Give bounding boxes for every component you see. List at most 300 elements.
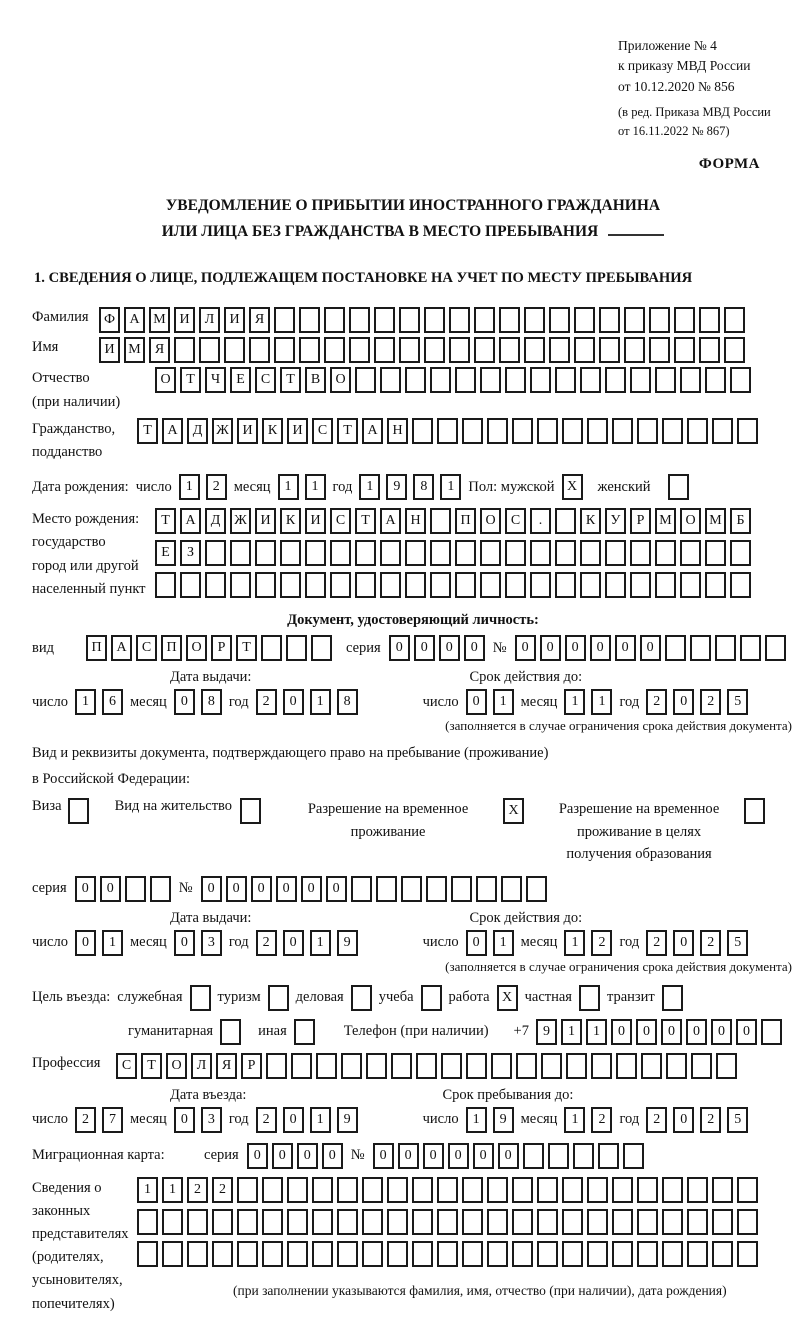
char-cell[interactable]: 0 bbox=[736, 1019, 757, 1045]
char-cell[interactable] bbox=[555, 367, 576, 393]
char-cell[interactable] bbox=[666, 1053, 687, 1079]
char-cell[interactable]: С bbox=[116, 1053, 137, 1079]
char-cell[interactable]: 2 bbox=[256, 1107, 277, 1133]
char-cell[interactable] bbox=[491, 1053, 512, 1079]
char-cell[interactable]: 1 bbox=[310, 930, 331, 956]
char-cell[interactable] bbox=[125, 876, 146, 902]
char-cell[interactable] bbox=[562, 1209, 583, 1235]
char-cell[interactable] bbox=[630, 540, 651, 566]
char-cell[interactable]: 9 bbox=[536, 1019, 557, 1045]
char-cell[interactable] bbox=[330, 572, 351, 598]
char-cell[interactable] bbox=[162, 1209, 183, 1235]
char-cell[interactable] bbox=[605, 572, 626, 598]
char-cell[interactable] bbox=[737, 1177, 758, 1203]
char-cell[interactable]: 1 bbox=[162, 1177, 183, 1203]
char-cell[interactable] bbox=[501, 876, 522, 902]
char-cell[interactable] bbox=[715, 635, 736, 661]
char-cell[interactable]: 0 bbox=[301, 876, 322, 902]
char-cell[interactable]: А bbox=[180, 508, 201, 534]
char-cell[interactable] bbox=[349, 337, 370, 363]
char-cell[interactable] bbox=[426, 876, 447, 902]
char-cell[interactable] bbox=[649, 307, 670, 333]
char-cell[interactable] bbox=[562, 1241, 583, 1267]
char-cell[interactable] bbox=[705, 540, 726, 566]
char-cell[interactable]: У bbox=[605, 508, 626, 534]
char-cell[interactable] bbox=[548, 1143, 569, 1169]
char-cell[interactable] bbox=[362, 1177, 383, 1203]
char-cell[interactable] bbox=[712, 1209, 733, 1235]
char-cell[interactable] bbox=[205, 572, 226, 598]
char-cell[interactable] bbox=[655, 540, 676, 566]
purpose-business-checkbox[interactable] bbox=[351, 985, 372, 1011]
char-cell[interactable] bbox=[399, 337, 420, 363]
char-cell[interactable] bbox=[549, 337, 570, 363]
stay-day-field[interactable] bbox=[466, 1107, 514, 1133]
char-cell[interactable] bbox=[637, 1241, 658, 1267]
char-cell[interactable] bbox=[624, 337, 645, 363]
char-cell[interactable]: 1 bbox=[137, 1177, 158, 1203]
char-cell[interactable]: 0 bbox=[283, 689, 304, 715]
char-cell[interactable]: Т bbox=[137, 418, 158, 444]
char-cell[interactable] bbox=[523, 1143, 544, 1169]
char-cell[interactable]: 1 bbox=[278, 474, 299, 500]
char-cell[interactable] bbox=[537, 1241, 558, 1267]
char-cell[interactable] bbox=[649, 337, 670, 363]
char-cell[interactable] bbox=[505, 540, 526, 566]
char-cell[interactable]: О bbox=[155, 367, 176, 393]
char-cell[interactable] bbox=[480, 367, 501, 393]
char-cell[interactable]: X bbox=[503, 798, 524, 824]
char-cell[interactable] bbox=[237, 1209, 258, 1235]
char-cell[interactable] bbox=[680, 572, 701, 598]
char-cell[interactable] bbox=[537, 418, 558, 444]
char-cell[interactable]: О bbox=[480, 508, 501, 534]
char-cell[interactable] bbox=[487, 1177, 508, 1203]
char-cell[interactable]: 0 bbox=[276, 876, 297, 902]
surname-field[interactable] bbox=[99, 307, 745, 333]
char-cell[interactable]: 0 bbox=[283, 1107, 304, 1133]
char-cell[interactable] bbox=[579, 985, 600, 1011]
issue-month-field[interactable] bbox=[174, 689, 222, 715]
char-cell[interactable]: А bbox=[362, 418, 383, 444]
char-cell[interactable] bbox=[612, 1241, 633, 1267]
char-cell[interactable] bbox=[612, 1209, 633, 1235]
char-cell[interactable]: И bbox=[255, 508, 276, 534]
char-cell[interactable]: Р bbox=[630, 508, 651, 534]
char-cell[interactable]: 1 bbox=[179, 474, 200, 500]
char-cell[interactable]: С bbox=[505, 508, 526, 534]
char-cell[interactable]: 2 bbox=[646, 1107, 667, 1133]
char-cell[interactable]: 0 bbox=[466, 689, 487, 715]
char-cell[interactable]: 0 bbox=[686, 1019, 707, 1045]
char-cell[interactable]: 2 bbox=[646, 689, 667, 715]
char-cell[interactable]: К bbox=[580, 508, 601, 534]
char-cell[interactable] bbox=[655, 367, 676, 393]
representatives-row3[interactable] bbox=[137, 1241, 758, 1267]
char-cell[interactable]: 8 bbox=[201, 689, 222, 715]
char-cell[interactable]: 0 bbox=[673, 1107, 694, 1133]
char-cell[interactable]: 0 bbox=[448, 1143, 469, 1169]
char-cell[interactable]: Ф bbox=[99, 307, 120, 333]
char-cell[interactable] bbox=[687, 1209, 708, 1235]
char-cell[interactable] bbox=[262, 1177, 283, 1203]
char-cell[interactable] bbox=[437, 1209, 458, 1235]
char-cell[interactable]: X bbox=[562, 474, 583, 500]
char-cell[interactable] bbox=[230, 572, 251, 598]
purpose-transit-checkbox[interactable] bbox=[662, 985, 683, 1011]
sex-female-checkbox[interactable] bbox=[668, 474, 689, 500]
char-cell[interactable]: И bbox=[224, 307, 245, 333]
char-cell[interactable] bbox=[337, 1209, 358, 1235]
char-cell[interactable] bbox=[416, 1053, 437, 1079]
purpose-private-checkbox[interactable] bbox=[579, 985, 600, 1011]
char-cell[interactable]: 1 bbox=[493, 689, 514, 715]
char-cell[interactable] bbox=[362, 1209, 383, 1235]
char-cell[interactable] bbox=[312, 1177, 333, 1203]
char-cell[interactable] bbox=[574, 307, 595, 333]
char-cell[interactable]: 1 bbox=[561, 1019, 582, 1045]
char-cell[interactable] bbox=[366, 1053, 387, 1079]
migration-number-field[interactable] bbox=[373, 1143, 644, 1169]
char-cell[interactable]: 5 bbox=[727, 689, 748, 715]
char-cell[interactable]: М bbox=[149, 307, 170, 333]
char-cell[interactable] bbox=[305, 572, 326, 598]
char-cell[interactable]: Т bbox=[141, 1053, 162, 1079]
char-cell[interactable] bbox=[299, 307, 320, 333]
char-cell[interactable]: 0 bbox=[540, 635, 561, 661]
char-cell[interactable]: 9 bbox=[493, 1107, 514, 1133]
char-cell[interactable]: 0 bbox=[661, 1019, 682, 1045]
char-cell[interactable]: П bbox=[455, 508, 476, 534]
char-cell[interactable]: С bbox=[136, 635, 157, 661]
char-cell[interactable] bbox=[605, 540, 626, 566]
char-cell[interactable] bbox=[598, 1143, 619, 1169]
char-cell[interactable] bbox=[262, 1241, 283, 1267]
char-cell[interactable] bbox=[449, 307, 470, 333]
char-cell[interactable] bbox=[199, 337, 220, 363]
char-cell[interactable]: Е bbox=[155, 540, 176, 566]
char-cell[interactable] bbox=[612, 1177, 633, 1203]
char-cell[interactable] bbox=[712, 1177, 733, 1203]
char-cell[interactable]: Т bbox=[180, 367, 201, 393]
char-cell[interactable]: И bbox=[174, 307, 195, 333]
char-cell[interactable]: 1 bbox=[591, 689, 612, 715]
char-cell[interactable]: 0 bbox=[389, 635, 410, 661]
char-cell[interactable]: А bbox=[124, 307, 145, 333]
char-cell[interactable] bbox=[294, 1019, 315, 1045]
char-cell[interactable]: 0 bbox=[473, 1143, 494, 1169]
char-cell[interactable] bbox=[537, 1209, 558, 1235]
char-cell[interactable] bbox=[421, 985, 442, 1011]
char-cell[interactable] bbox=[687, 418, 708, 444]
char-cell[interactable]: И bbox=[237, 418, 258, 444]
char-cell[interactable] bbox=[512, 418, 533, 444]
char-cell[interactable] bbox=[737, 1241, 758, 1267]
char-cell[interactable] bbox=[662, 1209, 683, 1235]
char-cell[interactable] bbox=[230, 540, 251, 566]
char-cell[interactable] bbox=[424, 337, 445, 363]
char-cell[interactable]: Н bbox=[387, 418, 408, 444]
char-cell[interactable]: Л bbox=[199, 307, 220, 333]
char-cell[interactable] bbox=[324, 307, 345, 333]
residence-number-field[interactable] bbox=[201, 876, 547, 902]
char-cell[interactable]: 1 bbox=[75, 689, 96, 715]
char-cell[interactable]: Н bbox=[405, 508, 426, 534]
char-cell[interactable] bbox=[549, 307, 570, 333]
char-cell[interactable] bbox=[237, 1241, 258, 1267]
char-cell[interactable] bbox=[462, 418, 483, 444]
char-cell[interactable]: 1 bbox=[359, 474, 380, 500]
char-cell[interactable]: 0 bbox=[439, 635, 460, 661]
char-cell[interactable]: 2 bbox=[206, 474, 227, 500]
migration-series-field[interactable] bbox=[247, 1143, 343, 1169]
char-cell[interactable]: 0 bbox=[414, 635, 435, 661]
char-cell[interactable]: Ч bbox=[205, 367, 226, 393]
char-cell[interactable]: В bbox=[305, 367, 326, 393]
char-cell[interactable] bbox=[487, 1241, 508, 1267]
char-cell[interactable]: 9 bbox=[386, 474, 407, 500]
char-cell[interactable] bbox=[574, 337, 595, 363]
char-cell[interactable] bbox=[266, 1053, 287, 1079]
char-cell[interactable] bbox=[312, 1209, 333, 1235]
char-cell[interactable] bbox=[674, 337, 695, 363]
char-cell[interactable] bbox=[220, 1019, 241, 1045]
char-cell[interactable]: 5 bbox=[727, 930, 748, 956]
char-cell[interactable] bbox=[530, 572, 551, 598]
char-cell[interactable] bbox=[541, 1053, 562, 1079]
residence-issue-day[interactable] bbox=[75, 930, 123, 956]
char-cell[interactable]: 1 bbox=[493, 930, 514, 956]
char-cell[interactable] bbox=[530, 367, 551, 393]
char-cell[interactable] bbox=[261, 635, 282, 661]
birthplace-row1[interactable] bbox=[155, 508, 751, 534]
char-cell[interactable]: Т bbox=[236, 635, 257, 661]
char-cell[interactable] bbox=[587, 1209, 608, 1235]
char-cell[interactable] bbox=[437, 1177, 458, 1203]
char-cell[interactable]: 0 bbox=[711, 1019, 732, 1045]
char-cell[interactable] bbox=[524, 307, 545, 333]
char-cell[interactable] bbox=[674, 307, 695, 333]
char-cell[interactable]: Т bbox=[155, 508, 176, 534]
char-cell[interactable]: 0 bbox=[611, 1019, 632, 1045]
char-cell[interactable] bbox=[349, 307, 370, 333]
char-cell[interactable]: К bbox=[280, 508, 301, 534]
char-cell[interactable]: 0 bbox=[464, 635, 485, 661]
char-cell[interactable] bbox=[512, 1241, 533, 1267]
char-cell[interactable]: Ж bbox=[230, 508, 251, 534]
char-cell[interactable]: Р bbox=[211, 635, 232, 661]
char-cell[interactable] bbox=[680, 367, 701, 393]
char-cell[interactable] bbox=[412, 418, 433, 444]
char-cell[interactable]: 0 bbox=[283, 930, 304, 956]
char-cell[interactable] bbox=[374, 307, 395, 333]
purpose-work-checkbox[interactable] bbox=[497, 985, 518, 1011]
char-cell[interactable]: Я bbox=[216, 1053, 237, 1079]
char-cell[interactable] bbox=[437, 418, 458, 444]
char-cell[interactable] bbox=[662, 1177, 683, 1203]
char-cell[interactable] bbox=[699, 307, 720, 333]
char-cell[interactable]: 0 bbox=[174, 1107, 195, 1133]
char-cell[interactable] bbox=[555, 572, 576, 598]
char-cell[interactable] bbox=[441, 1053, 462, 1079]
char-cell[interactable]: 2 bbox=[256, 689, 277, 715]
char-cell[interactable] bbox=[487, 418, 508, 444]
char-cell[interactable] bbox=[630, 572, 651, 598]
char-cell[interactable]: 1 bbox=[586, 1019, 607, 1045]
char-cell[interactable] bbox=[391, 1053, 412, 1079]
char-cell[interactable] bbox=[512, 1177, 533, 1203]
char-cell[interactable] bbox=[724, 337, 745, 363]
expiry-month-field[interactable] bbox=[564, 689, 612, 715]
char-cell[interactable] bbox=[705, 572, 726, 598]
char-cell[interactable]: 0 bbox=[201, 876, 222, 902]
char-cell[interactable] bbox=[437, 1241, 458, 1267]
char-cell[interactable] bbox=[280, 540, 301, 566]
char-cell[interactable]: Д bbox=[187, 418, 208, 444]
birthplace-row2[interactable] bbox=[155, 540, 751, 566]
entry-day-field[interactable] bbox=[75, 1107, 123, 1133]
char-cell[interactable]: 0 bbox=[326, 876, 347, 902]
char-cell[interactable] bbox=[280, 572, 301, 598]
char-cell[interactable] bbox=[662, 985, 683, 1011]
purpose-humanitarian-checkbox[interactable] bbox=[220, 1019, 241, 1045]
char-cell[interactable] bbox=[355, 572, 376, 598]
char-cell[interactable] bbox=[655, 572, 676, 598]
expiry-year-field[interactable] bbox=[646, 689, 748, 715]
char-cell[interactable] bbox=[224, 337, 245, 363]
char-cell[interactable] bbox=[761, 1019, 782, 1045]
char-cell[interactable] bbox=[587, 1241, 608, 1267]
char-cell[interactable] bbox=[150, 876, 171, 902]
char-cell[interactable] bbox=[599, 337, 620, 363]
citizenship-field[interactable] bbox=[137, 418, 758, 444]
char-cell[interactable]: 2 bbox=[700, 930, 721, 956]
char-cell[interactable] bbox=[487, 1209, 508, 1235]
char-cell[interactable]: 2 bbox=[700, 1107, 721, 1133]
char-cell[interactable]: 3 bbox=[201, 930, 222, 956]
expiry-day-field[interactable] bbox=[466, 689, 514, 715]
char-cell[interactable] bbox=[526, 876, 547, 902]
char-cell[interactable] bbox=[240, 798, 261, 824]
char-cell[interactable] bbox=[599, 307, 620, 333]
char-cell[interactable]: 1 bbox=[440, 474, 461, 500]
birth-day-field[interactable] bbox=[179, 474, 227, 500]
char-cell[interactable] bbox=[474, 307, 495, 333]
entry-month-field[interactable] bbox=[174, 1107, 222, 1133]
char-cell[interactable] bbox=[641, 1053, 662, 1079]
char-cell[interactable] bbox=[499, 307, 520, 333]
char-cell[interactable] bbox=[474, 337, 495, 363]
char-cell[interactable] bbox=[205, 540, 226, 566]
residence-series-field[interactable] bbox=[75, 876, 171, 902]
char-cell[interactable] bbox=[587, 1177, 608, 1203]
char-cell[interactable] bbox=[562, 418, 583, 444]
char-cell[interactable]: 0 bbox=[498, 1143, 519, 1169]
residence-permit-checkbox[interactable] bbox=[240, 798, 261, 824]
char-cell[interactable] bbox=[287, 1241, 308, 1267]
char-cell[interactable] bbox=[637, 1177, 658, 1203]
char-cell[interactable] bbox=[637, 1209, 658, 1235]
char-cell[interactable] bbox=[630, 367, 651, 393]
char-cell[interactable]: . bbox=[530, 508, 551, 534]
purpose-study-checkbox[interactable] bbox=[421, 985, 442, 1011]
char-cell[interactable]: Т bbox=[280, 367, 301, 393]
char-cell[interactable]: 1 bbox=[564, 689, 585, 715]
char-cell[interactable]: 2 bbox=[646, 930, 667, 956]
char-cell[interactable] bbox=[712, 418, 733, 444]
char-cell[interactable]: Т bbox=[337, 418, 358, 444]
char-cell[interactable] bbox=[174, 337, 195, 363]
char-cell[interactable]: А bbox=[380, 508, 401, 534]
char-cell[interactable]: О bbox=[166, 1053, 187, 1079]
char-cell[interactable] bbox=[68, 798, 89, 824]
char-cell[interactable] bbox=[330, 540, 351, 566]
char-cell[interactable] bbox=[687, 1177, 708, 1203]
char-cell[interactable] bbox=[351, 876, 372, 902]
char-cell[interactable] bbox=[237, 1177, 258, 1203]
residence-expiry-month[interactable] bbox=[564, 930, 612, 956]
char-cell[interactable]: 2 bbox=[212, 1177, 233, 1203]
char-cell[interactable] bbox=[462, 1209, 483, 1235]
char-cell[interactable] bbox=[305, 540, 326, 566]
sex-male-checkbox[interactable] bbox=[562, 474, 583, 500]
char-cell[interactable] bbox=[291, 1053, 312, 1079]
char-cell[interactable]: 0 bbox=[615, 635, 636, 661]
char-cell[interactable] bbox=[311, 635, 332, 661]
purpose-official-checkbox[interactable] bbox=[190, 985, 211, 1011]
char-cell[interactable]: 0 bbox=[174, 689, 195, 715]
stay-month-field[interactable] bbox=[564, 1107, 612, 1133]
char-cell[interactable] bbox=[312, 1241, 333, 1267]
char-cell[interactable]: З bbox=[180, 540, 201, 566]
purpose-other-checkbox[interactable] bbox=[294, 1019, 315, 1045]
birthplace-row3[interactable] bbox=[155, 572, 751, 598]
visa-checkbox[interactable] bbox=[68, 798, 89, 824]
char-cell[interactable]: 0 bbox=[247, 1143, 268, 1169]
char-cell[interactable]: О bbox=[680, 508, 701, 534]
char-cell[interactable]: 1 bbox=[310, 689, 331, 715]
char-cell[interactable] bbox=[591, 1053, 612, 1079]
char-cell[interactable]: К bbox=[262, 418, 283, 444]
char-cell[interactable] bbox=[430, 572, 451, 598]
char-cell[interactable] bbox=[480, 540, 501, 566]
char-cell[interactable] bbox=[274, 337, 295, 363]
char-cell[interactable]: 0 bbox=[636, 1019, 657, 1045]
char-cell[interactable]: 2 bbox=[256, 930, 277, 956]
name-field[interactable] bbox=[99, 337, 745, 363]
char-cell[interactable] bbox=[705, 367, 726, 393]
char-cell[interactable] bbox=[662, 418, 683, 444]
char-cell[interactable] bbox=[355, 540, 376, 566]
char-cell[interactable]: 0 bbox=[174, 930, 195, 956]
char-cell[interactable] bbox=[730, 540, 751, 566]
char-cell[interactable]: М bbox=[655, 508, 676, 534]
char-cell[interactable]: 0 bbox=[673, 930, 694, 956]
char-cell[interactable]: 7 bbox=[102, 1107, 123, 1133]
char-cell[interactable] bbox=[516, 1053, 537, 1079]
char-cell[interactable] bbox=[387, 1241, 408, 1267]
char-cell[interactable]: 2 bbox=[75, 1107, 96, 1133]
char-cell[interactable] bbox=[466, 1053, 487, 1079]
char-cell[interactable] bbox=[499, 337, 520, 363]
char-cell[interactable] bbox=[505, 367, 526, 393]
char-cell[interactable]: 2 bbox=[700, 689, 721, 715]
char-cell[interactable]: 1 bbox=[102, 930, 123, 956]
char-cell[interactable]: 0 bbox=[75, 876, 96, 902]
char-cell[interactable] bbox=[374, 337, 395, 363]
char-cell[interactable]: 9 bbox=[337, 1107, 358, 1133]
char-cell[interactable] bbox=[455, 540, 476, 566]
